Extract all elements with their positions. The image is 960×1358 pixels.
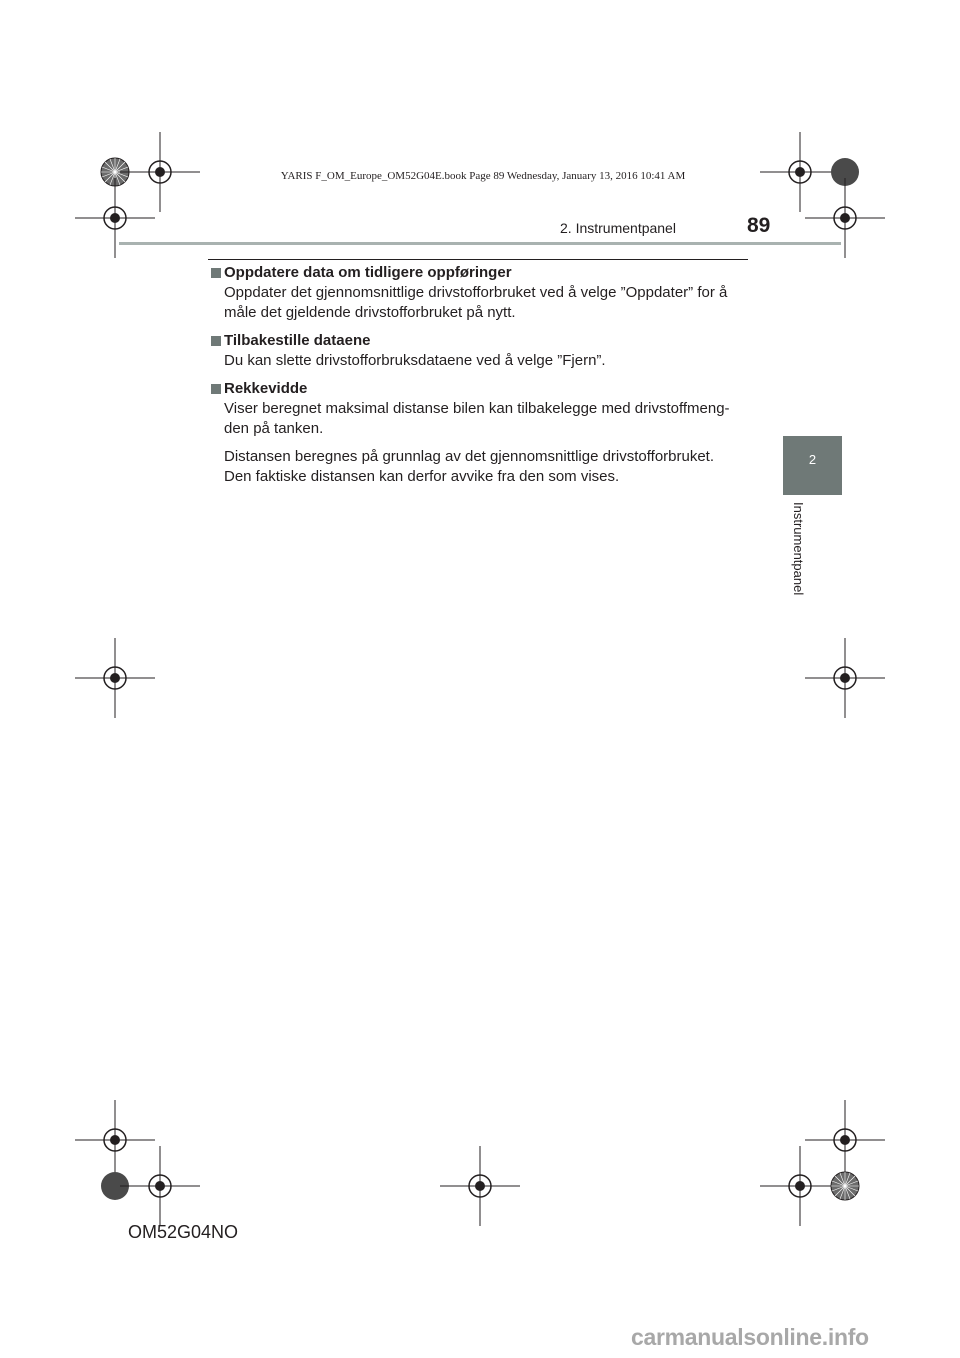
section-heading (211, 379, 747, 399)
crosshair-mark (805, 1100, 885, 1180)
text-line: Du kan slette drivstofforbruksdataene ved å velge ”Fjern”. (224, 352, 606, 369)
chapter-title: 2. Instrumentpanel (560, 220, 676, 236)
crosshair-mark (805, 638, 885, 718)
text-line: Den faktiske distansen kan derfor avvike fra den som vises. (224, 468, 620, 485)
section-heading-text: Tilbakestille dataene (224, 332, 371, 349)
crosshair-mark (75, 1100, 155, 1180)
crosshair-mark (75, 178, 155, 258)
footer-code: OM52G04NO (128, 1222, 239, 1242)
paragraph (224, 399, 747, 439)
section-heading (211, 331, 747, 351)
page-content (211, 263, 747, 495)
watermark: carmanualsonline.info (631, 1324, 869, 1350)
crosshair-mark (120, 1146, 200, 1226)
section-heading-text: Rekkevidde (224, 380, 308, 397)
book-info-line: YARIS F_OM_Europe_OM52G04E.book Page 89 Wednesday, January 13, 2016 10:41 AM (280, 170, 686, 182)
crosshair-mark (805, 178, 885, 258)
side-tab-number: 2 (808, 452, 817, 467)
square-bullet-icon (211, 384, 221, 394)
content-rule (208, 259, 748, 260)
section (211, 331, 747, 371)
text-line: Distansen beregnes på grunnlag av det gjennomsnittlige drivstofforbruket. (224, 448, 715, 465)
sunburst-mark-bottom-right (831, 1172, 859, 1200)
section (211, 263, 747, 323)
paragraph (224, 447, 747, 487)
text-line: Oppdater det gjennomsnittlige drivstofforbruket ved å velge ”Oppdater” for å (224, 284, 728, 301)
paragraph (224, 351, 747, 371)
text-line: den på tanken. (224, 420, 324, 437)
paragraph (224, 283, 747, 323)
text-line: måle det gjeldende drivstofforbruket på nytt. (224, 304, 516, 321)
section (211, 379, 747, 487)
side-tab-label: Instrumentpanel (791, 502, 806, 596)
section-heading-text: Oppdatere data om tidligere oppføringer (224, 264, 512, 281)
header-rule (119, 242, 841, 245)
crosshair-mark (440, 1146, 520, 1226)
square-bullet-icon (211, 268, 221, 278)
crosshair-mark (75, 638, 155, 718)
page-number: 89 (747, 214, 771, 237)
section-heading (211, 263, 747, 283)
text-line: Viser beregnet maksimal distanse bilen kan tilbakelegge med drivstoffmeng- (224, 400, 730, 417)
crosshair-mark (760, 1146, 840, 1226)
square-bullet-icon (211, 336, 221, 346)
